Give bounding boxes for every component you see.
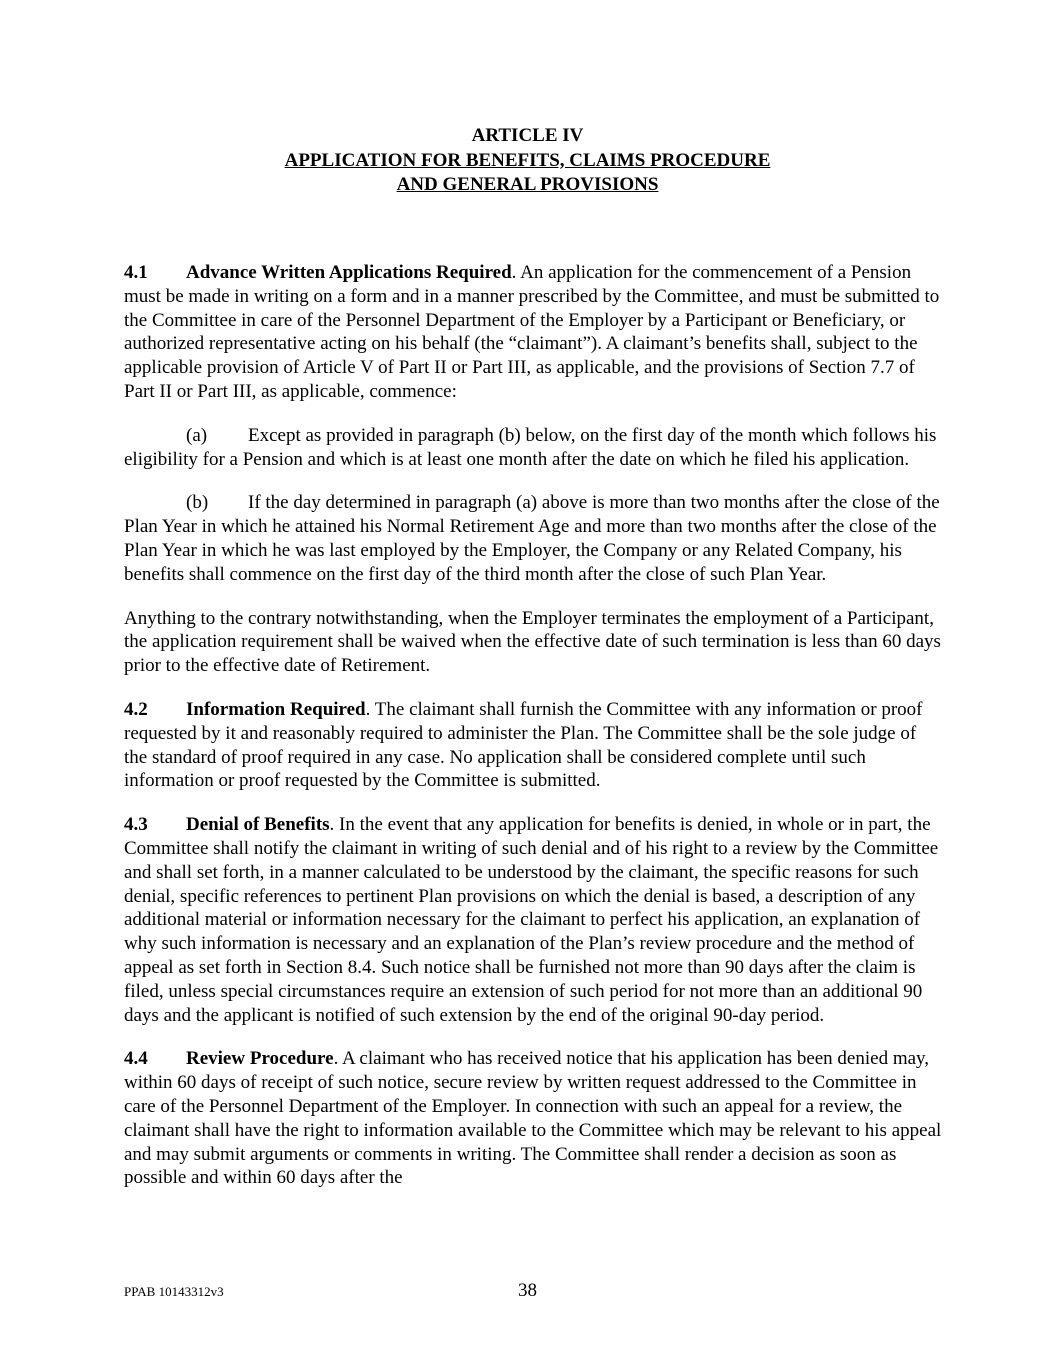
section-4-1 [124,261,944,404]
paragraph-label: (b) [186,492,209,514]
document-body [124,261,944,1210]
section-text: . In the event that any application for benefits is denied, in whole or in part, the Committee shall notify the claimant in writing of such denial and of his right to a review by the Committee and shall set forth, in a manner calculated to be understood by the claimant, the specific reasons for such denial, specific references to pertinent Plan provisions on which the denial is based, a description of any additional material or information necessary for the claimant to perfect his application, an explanation of why such information is necessary and an explanation of the Plan’s review procedure and the method of appeal as set forth in Section 8.4. Such notice shall be furnished not more than 90 days after the claim is filed, unless special circumstances require an extension of such period for not more than an additional 90 days and the applicant is notified of such extension by the end of the original 90-day period. [124,814,939,1026]
section-number: 4.3 [124,814,148,836]
section-text: . A claimant who has received notice that his application has been denied may, within 60 days of receipt of such notice, secure review by written request addressed to the Committee in care of the Personnel Department of the Employer. In connection with such an appeal for a review, the claimant shall have the right to information available to the Committee which may be relevant to his appeal and may submit arguments or comments in writing. The Committee shall render a decision as soon as possible and within 60 days after the [124,1048,942,1189]
paragraph-text: Except as provided in paragraph (b) below, on the first day of the month which follows his eligibility for a Pension and which is at least one month after the date on which he filed his application. [124,424,937,470]
section-number: 4.2 [124,698,148,720]
paragraph-4-1-a [124,424,944,472]
section-title: Advance Written Applications Required [186,262,512,283]
paragraph-text: Anything to the contrary notwithstanding, when the Employer terminates the employment of a Participant, the application requirement shall be waived when the effective date of such termination is less than 60 days prior to the effective date of Retirement. [124,607,941,677]
paragraph-4-1-closing [124,607,944,678]
paragraph-label: (a) [186,424,208,446]
document-id: PPAB 10143312v3 [124,1284,224,1299]
page-number: 38 [518,1280,537,1301]
paragraph-4-1-b [124,491,944,586]
paragraph-text: If the day determined in paragraph (a) above is more than two months after the close of the Plan Year in which he attained his Normal Retirement Age and more than two months after the close of the Plan Year in which he was last employed by the Employer, the Company or any Related Company, his benefits shall commence on the first day of the third month after the close of such Plan Year. [124,492,940,585]
article-number: ARTICLE IV [471,125,584,146]
section-number: 4.1 [124,262,148,283]
article-title-line-2: AND GENERAL PROVISIONS [396,174,659,195]
section-4-3 [124,813,944,1027]
section-title: Review Procedure [186,1048,334,1070]
section-4-2 [124,698,944,793]
section-text: . The claimant shall furnish the Committee with any information or proof requested by it and reasonably required to administer the Plan. The Committee shall be the sole judge of the standard of proof required in any case. No application shall be considered complete until such information or proof requested by the Committee is submitted. [124,698,923,792]
section-title: Denial of Benefits [186,814,330,836]
section-4-4 [124,1047,944,1190]
article-heading [0,124,1055,198]
section-title: Information Required [186,698,366,720]
section-text: . An application for the commencement of a Pension must be made in writing on a form and in a manner prescribed by the Committee, and must be submitted to the Committee in care of the Personnel Department of the Employer by a Participant or Beneficiary, or authorized representative acting on his behalf (the “claimant”). A claimant’s benefits shall, subject to the applicable provision of Article V of Part II or Part III, as applicable, and the provisions of Section 7.7 of Part II or Part III, as applicable, commence: [124,262,940,402]
article-title-line-1: APPLICATION FOR BENEFITS, CLAIMS PROCEDURE [284,149,771,171]
section-number: 4.4 [124,1048,148,1070]
